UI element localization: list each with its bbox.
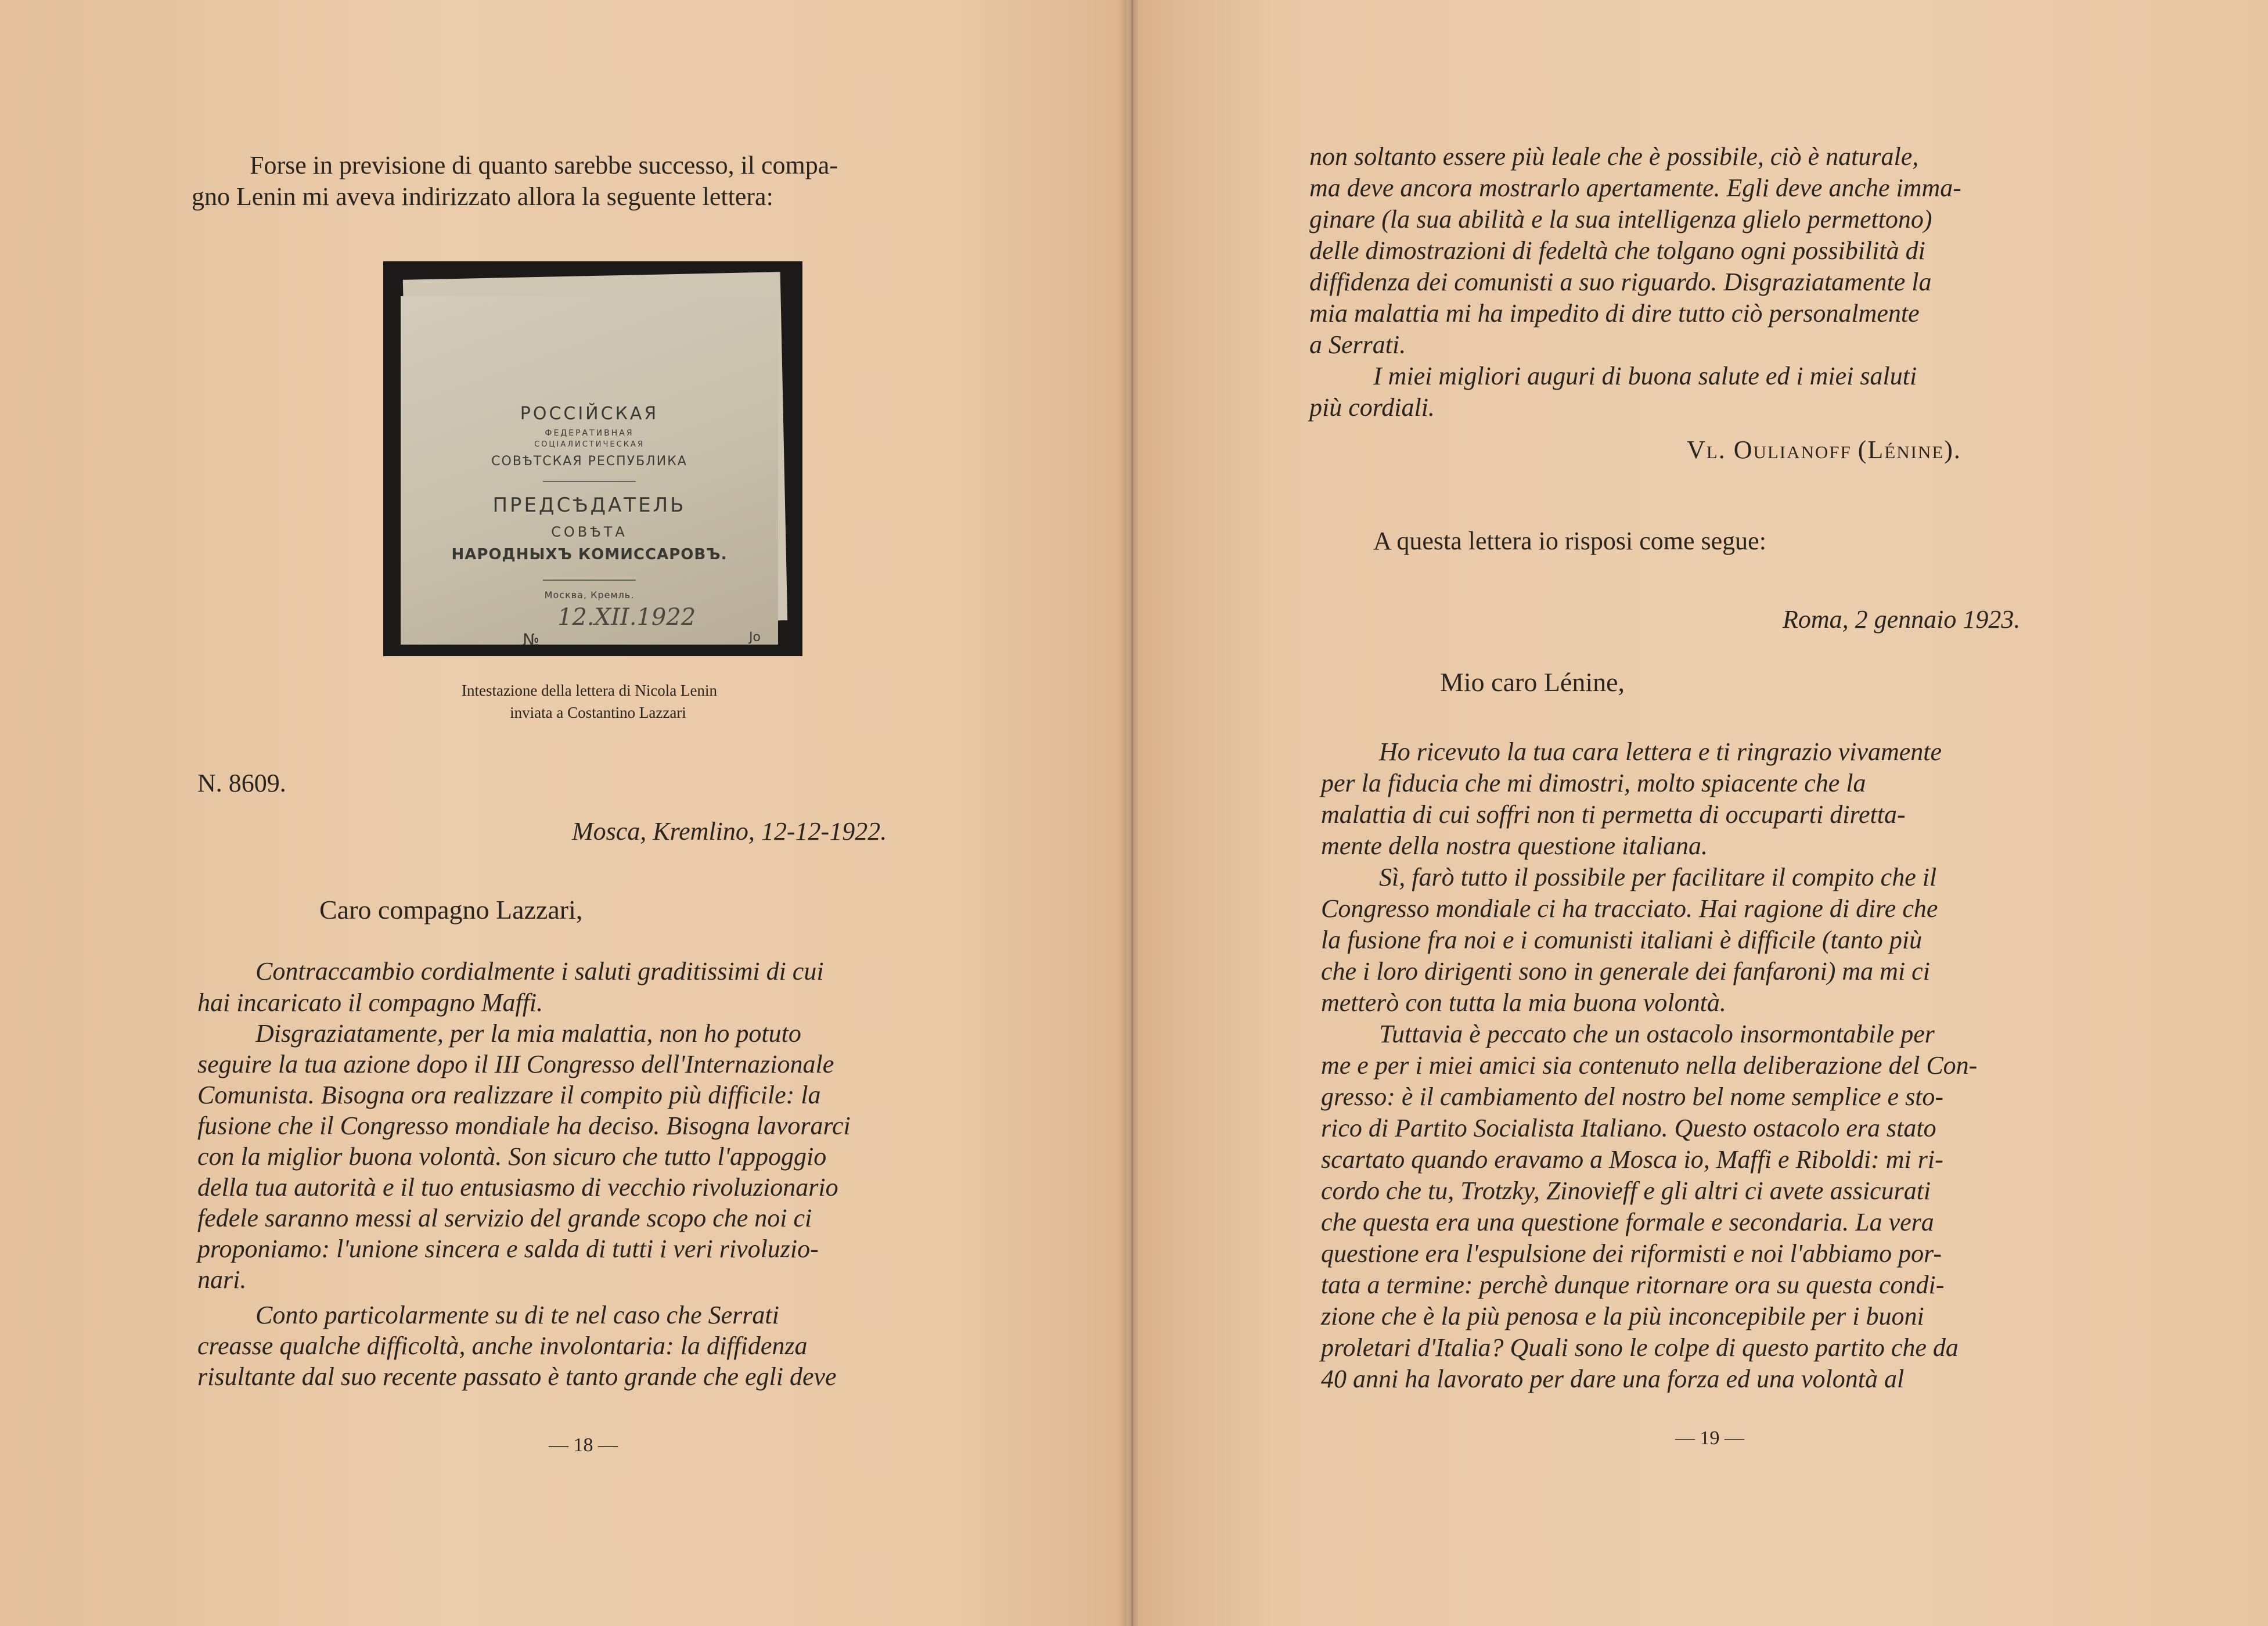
handwritten-date: 12.XII.1922	[557, 604, 696, 631]
body-line: mia malattia mi ha impedito di dire tutto ciò personalmente	[1309, 299, 1920, 328]
body-line: creasse qualche difficoltà, anche involontaria: la diffidenza	[197, 1332, 808, 1360]
body-line: Sì, farò tutto il possibile per facilitare il compito che il	[1379, 863, 1937, 891]
signature-alias: (Lénine).	[1857, 436, 1961, 464]
intro-line: Forse in previsione di quanto sarebbe successo, il compa-	[250, 151, 838, 179]
reply-intro: A questa lettera io risposi come segue:	[1373, 527, 1766, 555]
caption-line: Intestazione della lettera di Nicola Lenin	[461, 682, 718, 699]
reference-number: N. 8609.	[197, 769, 286, 797]
body-line: malattia di cui soffri non ti permetta di occuparti diretta-	[1321, 800, 1906, 829]
signature-name: Vl. Oulianoff	[1687, 436, 1852, 464]
letterhead-line: СОВѢТА	[551, 524, 628, 540]
body-line: Comunista. Bisogna ora realizzare il compito più difficile: la	[197, 1081, 821, 1109]
letterhead-divider	[543, 481, 636, 482]
body-line: Congresso mondiale ci ha tracciato. Hai ragione di dire che	[1321, 894, 1938, 923]
body-line: metterò con tutta la mia buona volontà.	[1321, 988, 1726, 1017]
body-line: 40 anni ha lavorato per dare una forza ed una volontà al	[1321, 1365, 1905, 1393]
body-line: Disgraziatamente, per la mia malattia, non ho potuto	[255, 1019, 801, 1048]
caption-line: inviata a Costantino Lazzari	[510, 704, 686, 721]
body-line: scartato quando eravamo a Mosca io, Maffi e Riboldi: mi ri-	[1321, 1145, 1943, 1174]
body-line: zione che è la più penosa e la più inconcepibile per i buoni	[1321, 1302, 1924, 1330]
letter-salutation: Caro compagno Lazzari,	[319, 895, 583, 924]
body-line: per la fiducia che mi dimostri, molto spiacente che la	[1321, 769, 1866, 797]
body-line: me e per i miei amici sia contenuto nella deliberazione del Con-	[1321, 1051, 1978, 1080]
body-line: ginare (la sua abilità e la sua intelligenza glielo permettono)	[1309, 205, 1932, 233]
body-line: cordo che tu, Trotzky, Zinovieff e gli altri ci avete assicurati	[1321, 1177, 1931, 1205]
body-line: Ho ricevuto la tua cara lettera e ti ringrazio vivamente	[1379, 738, 1942, 766]
body-line: risultante dal suo recente passato è tanto grande che egli deve	[197, 1362, 837, 1391]
letterhead-line: СОВѢТСКАЯ РЕСПУБЛИКА	[491, 454, 687, 469]
body-line: mente della nostra questione italiana.	[1321, 832, 1708, 860]
body-line: questione era l'espulsione dei riformisti e noi l'abbiamo por-	[1321, 1239, 1942, 1268]
body-line: la fusione fra noi e i comunisti italiani è difficile (tanto più	[1321, 926, 1923, 954]
body-line: proponiamo: l'unione sincera e salda di tutti i veri rivoluzio-	[197, 1235, 819, 1263]
letterhead-photo	[383, 261, 802, 656]
letterhead-number-label: №	[523, 630, 540, 649]
letterhead-line: ПРЕДСѢДАТЕЛЬ	[492, 494, 686, 517]
letterhead-line: НАРОДНЫХЪ КОМИССАРОВЪ.	[451, 546, 728, 563]
reply-salutation: Mio caro Lénine,	[1440, 667, 1625, 697]
body-line: tata a termine: perchè dunque ritornare ora su questa condi-	[1321, 1271, 1945, 1299]
body-line: più cordiali.	[1309, 393, 1435, 422]
body-line: I miei migliori auguri di buona salute ed i miei saluti	[1373, 362, 1917, 390]
body-line: della tua autorità e il tuo entusiasmo di vecchio rivoluzionario	[197, 1173, 838, 1201]
letter-place-date: Mosca, Kremlino, 12-12-1922.	[572, 817, 887, 846]
letterhead-sheet	[401, 296, 778, 649]
intro-paragraph	[192, 150, 967, 213]
letterhead-divider	[543, 580, 636, 581]
letterhead-line: РОССІЙСКАЯ	[520, 404, 659, 424]
page-number: — 18 —	[549, 1434, 618, 1456]
body-line: gresso: è il cambiamento del nostro bel nome semplice e sto-	[1321, 1082, 1944, 1111]
signature	[1687, 434, 1961, 466]
body-line: proletari d'Italia? Quali sono le colpe di questo partito che da	[1321, 1333, 1959, 1362]
body-line: che questa era una questione formale e secondaria. La vera	[1321, 1208, 1934, 1236]
letterhead-line: СОЦІАЛИСТИЧЕСКАЯ	[534, 440, 645, 449]
letterhead-corner-mark: Jo	[749, 630, 761, 645]
body-line: fedele saranno messi al servizio del grande scopo che noi ci	[197, 1204, 812, 1232]
body-line: Tuttavia è peccato che un ostacolo insormontabile per	[1379, 1020, 1935, 1048]
letterhead-line: Москва, Кремль.	[544, 589, 635, 600]
right-page	[1138, 0, 2268, 1626]
photo-caption	[0, 679, 1126, 724]
body-line: fusione che il Congresso mondiale ha deciso. Bisogna lavorarci	[197, 1111, 851, 1140]
body-line: nari.	[197, 1265, 247, 1294]
reply-place-date: Roma, 2 gennaio 1923.	[1783, 605, 2021, 634]
body-line: Conto particolarmente su di te nel caso che Serrati	[255, 1301, 779, 1329]
body-line: con la miglior buona volontà. Son sicuro che tutto l'appoggio	[197, 1142, 827, 1171]
body-line: delle dimostrazioni di fedeltà che tolgano ogni possibilità di	[1309, 236, 1925, 265]
letterhead-line: ФЕДЕРАТИВНАЯ	[545, 429, 634, 438]
intro-line: gno Lenin mi aveva indirizzato allora la seguente lettera:	[192, 182, 773, 211]
body-line: seguire la tua azione dopo il III Congresso dell'Internazionale	[197, 1050, 834, 1078]
body-line: Contraccambio cordialmente i saluti graditissimi di cui	[255, 957, 824, 985]
page-number: — 19 —	[1675, 1427, 1744, 1449]
body-line: ma deve ancora mostrarlo apertamente. Egli deve anche imma-	[1309, 174, 1961, 202]
body-line: che i loro dirigenti sono in generale dei fanfaroni) ma mi ci	[1321, 957, 1930, 985]
body-line: non soltanto essere più leale che è possibile, ciò è naturale,	[1309, 142, 1919, 171]
body-line: hai incaricato il compagno Maffi.	[197, 988, 543, 1017]
body-line: rico di Partito Socialista Italiano. Questo ostacolo era stato	[1321, 1114, 1936, 1142]
body-line: diffidenza dei comunisti a suo riguardo. Disgraziatamente la	[1309, 268, 1932, 296]
left-page	[0, 0, 1126, 1626]
body-line: a Serrati.	[1309, 330, 1406, 359]
